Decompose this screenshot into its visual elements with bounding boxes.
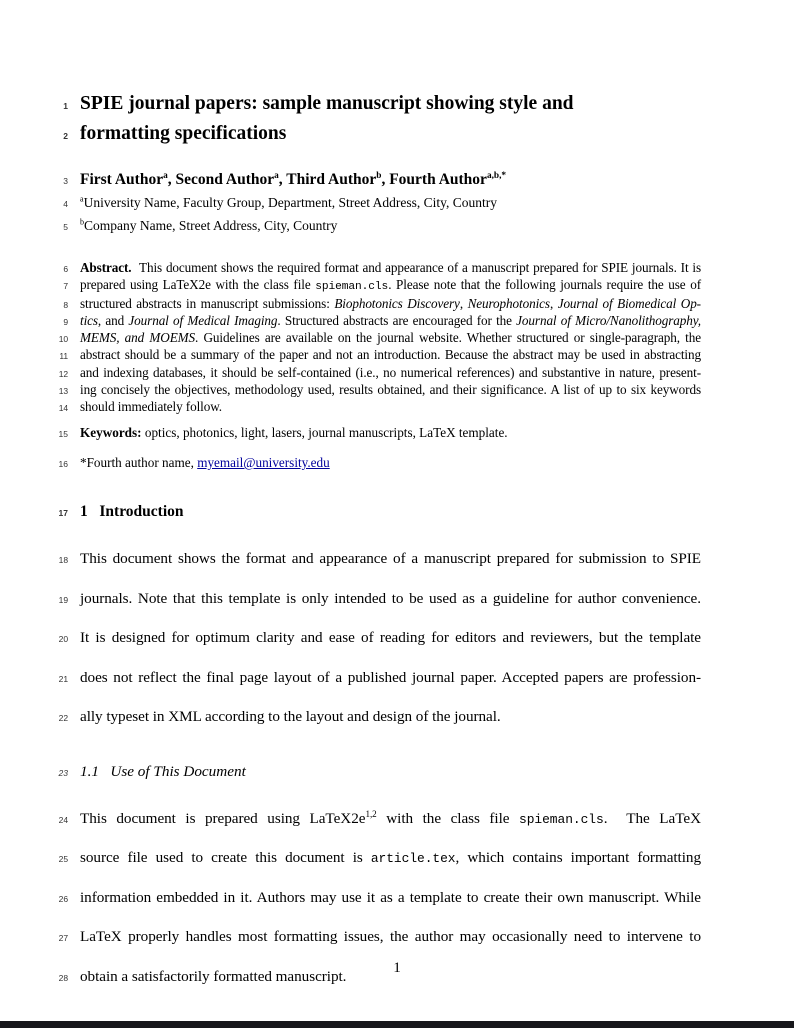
line-number: 19 (58, 594, 68, 605)
text-run: This document shows the format and appearance of a manuscript prepared for submission to SPIE (80, 550, 701, 568)
keywords (0, 425, 701, 442)
text-run: spieman.cls (519, 811, 604, 827)
text-run: First Author (80, 171, 164, 188)
line-number: 18 (58, 555, 68, 566)
text-run: spieman.cls (315, 281, 389, 294)
text-run: tics (80, 312, 98, 328)
text-run: should immediately follow. (80, 399, 222, 415)
text-run: ing concisely the objectives, methodology used, results obtained, and their significance. A list of up to six keywords (80, 382, 701, 398)
page-footer (0, 960, 794, 976)
text-run: a (274, 170, 279, 181)
section-heading-introduction (0, 502, 701, 523)
text-run: , (549, 295, 558, 311)
line-number: 20 (58, 634, 68, 645)
text-run: , Fourth Author (381, 171, 487, 188)
document-line (0, 260, 701, 277)
text-run: University Name, Faculty Group, Department, Street Address, City, Country (83, 195, 498, 210)
text-run: Neurophotonics (467, 295, 550, 311)
document-line (0, 90, 701, 120)
line-number: 14 (58, 403, 68, 414)
document-line (0, 839, 701, 879)
line-number: 15 (58, 428, 68, 439)
line-text (80, 619, 701, 657)
page-number: 1 (393, 959, 401, 976)
line-text (80, 330, 701, 346)
line-number: 23 (58, 767, 68, 778)
text-run: a (163, 170, 168, 181)
line-text (80, 399, 701, 415)
line-number: 11 (59, 351, 68, 362)
line-text (80, 762, 701, 782)
line-text (80, 698, 701, 736)
author-block (0, 169, 701, 238)
document-line (0, 277, 701, 295)
line-text (80, 169, 701, 190)
line-number: 5 (63, 222, 68, 232)
line-text (80, 192, 701, 213)
line-number: 8 (63, 299, 68, 310)
text-run: b (80, 217, 85, 227)
text-run: Abstract. (80, 260, 132, 275)
document-line (0, 455, 701, 472)
text-run: structured abstracts in manuscript submissions: (80, 295, 335, 311)
document-line (0, 918, 701, 958)
line-number: 16 (58, 458, 68, 469)
document-line (0, 169, 701, 192)
document-line (0, 313, 701, 330)
text-run: , Second Author (167, 171, 275, 188)
document-line (0, 347, 701, 364)
text-run: Company Name, Street Address, City, Country (84, 218, 338, 233)
text-run: SPIE journal papers: sample manuscript showing style and (80, 93, 574, 114)
text-run: Journal of Medical Imaging (128, 312, 278, 328)
text-run: optics, photonics, light, lasers, journal manuscripts, LaTeX template. (141, 424, 508, 440)
line-number: 26 (58, 893, 68, 904)
text-run: a (80, 194, 84, 204)
text-run: It is designed for optimum clarity and ease of reading for editors and reviewers, but the template (80, 629, 701, 647)
line-number: 21 (58, 673, 68, 684)
line-text (80, 839, 701, 878)
line-text (80, 382, 701, 398)
line-text (80, 313, 701, 329)
line-number: 2 (63, 131, 68, 141)
text-run: This document is prepared using LaTeX2e (80, 809, 366, 827)
line-number: 22 (58, 713, 68, 724)
line-text (80, 659, 701, 697)
document-line (0, 296, 701, 313)
document-line (0, 540, 701, 580)
text-run: a,b,* (486, 170, 507, 181)
line-text (80, 120, 701, 147)
text-run: Journal of Micro/Nanolithography, (516, 312, 701, 328)
line-number: 13 (58, 386, 68, 397)
text-run: , and (97, 312, 129, 328)
text-run: prepared using LaTeX2e with the class file (80, 277, 316, 293)
line-text (80, 879, 701, 917)
paragraph-introduction (0, 540, 701, 738)
text-run: Journal of Biomedical Op- (557, 295, 701, 311)
line-number: 10 (58, 334, 68, 345)
line-number: 27 (58, 933, 68, 944)
document-line (0, 659, 701, 699)
line-number: 4 (63, 199, 68, 209)
text-run: source file used to create this document is (80, 849, 371, 867)
paper-title (0, 90, 701, 150)
document-line (0, 425, 701, 442)
document-line (0, 215, 701, 238)
bottom-window-bar (0, 1021, 794, 1028)
line-number: 1 (63, 101, 68, 111)
line-text (80, 540, 701, 578)
document-line (0, 800, 701, 840)
line-text (80, 365, 701, 381)
line-text (80, 800, 701, 839)
text-run: journals. Note that this template is only intended to be used as a guideline for author convenience. (80, 589, 701, 607)
document-line (0, 120, 701, 150)
text-run: ally typeset in XML according to the layout and design of the journal. (80, 708, 501, 726)
line-number: 3 (63, 176, 68, 186)
line-text (80, 296, 701, 312)
line-number: 7 (63, 281, 68, 292)
line-text (80, 918, 701, 956)
abstract (0, 260, 701, 417)
line-number: 25 (58, 854, 68, 865)
text-run: *Fourth author name, (80, 454, 198, 470)
text-run: with the class file (376, 809, 520, 827)
text-run: 1,2 (365, 808, 377, 819)
text-run: . Structured abstracts are encouraged for the (277, 312, 517, 328)
text-run: . The LaTeX (603, 809, 701, 827)
document-line (0, 619, 701, 659)
author-note (0, 455, 701, 472)
text-run: 1 Introduction (80, 503, 184, 521)
line-number: 24 (58, 814, 68, 825)
line-text (80, 215, 701, 236)
document-line (0, 399, 701, 416)
text-run: , (459, 295, 468, 311)
line-number: 28 (58, 972, 68, 983)
subsection-heading-use-of-this-document (0, 762, 701, 783)
line-number: 12 (58, 368, 68, 379)
document-line (0, 502, 701, 523)
text-run: Biophotonics Discovery (334, 295, 460, 311)
text-run: abstract should be a summary of the paper and not an introduction. Because the abstract may be used in abstracting (80, 347, 701, 363)
document-line (0, 879, 701, 919)
document-line (0, 330, 701, 347)
text-run: . Please note that the following journals require the use of (388, 277, 701, 293)
text-run: does not reflect the final page layout of a published journal paper. Accepted papers are profession- (80, 668, 701, 686)
text-run: information embedded in it. Authors may use it as a template to create their own manuscript. While (80, 888, 701, 906)
text-run: formatting specifications (80, 123, 287, 144)
line-text (80, 455, 701, 471)
line-number: 9 (63, 316, 68, 327)
text-run: 1.1 Use of This Document (80, 762, 246, 780)
line-text (80, 90, 701, 117)
document-line (0, 580, 701, 620)
line-text (80, 260, 701, 276)
text-run: , which contains important formatting (455, 849, 701, 867)
line-text (80, 425, 701, 441)
text-run: Keywords: (80, 424, 142, 440)
text-run: LaTeX properly handles most formatting issues, the author may occasionally need to intervene to (80, 928, 701, 946)
text-run: , Third Author (278, 171, 377, 188)
text-run: obtain a satisfactorily formatted manuscript. (80, 967, 347, 985)
text-run: article.tex (370, 851, 456, 867)
text-run: b (376, 170, 382, 181)
document-line (0, 365, 701, 382)
document-line (0, 698, 701, 738)
line-text (80, 347, 701, 363)
text-run: MEMS, and MOEMS (80, 330, 196, 346)
email-link[interactable]: myemail@university.edu (197, 454, 330, 470)
document-line (0, 762, 701, 783)
line-number: 17 (58, 508, 68, 519)
text-run: and indexing databases, it should be self-contained (i.e., no numerical references) and substantive in nature, present- (80, 364, 701, 380)
text-run: This document shows the required format and appearance of a manuscript prepared for SPIE journals. It is (131, 260, 701, 275)
document-line (0, 192, 701, 215)
line-text (80, 277, 701, 295)
text-run: . Guidelines are available on the journal website. Whether structured or single-paragraph, the (195, 330, 701, 346)
line-text (80, 502, 701, 522)
document-line (0, 382, 701, 399)
line-number: 6 (63, 264, 68, 274)
line-text (80, 580, 701, 618)
